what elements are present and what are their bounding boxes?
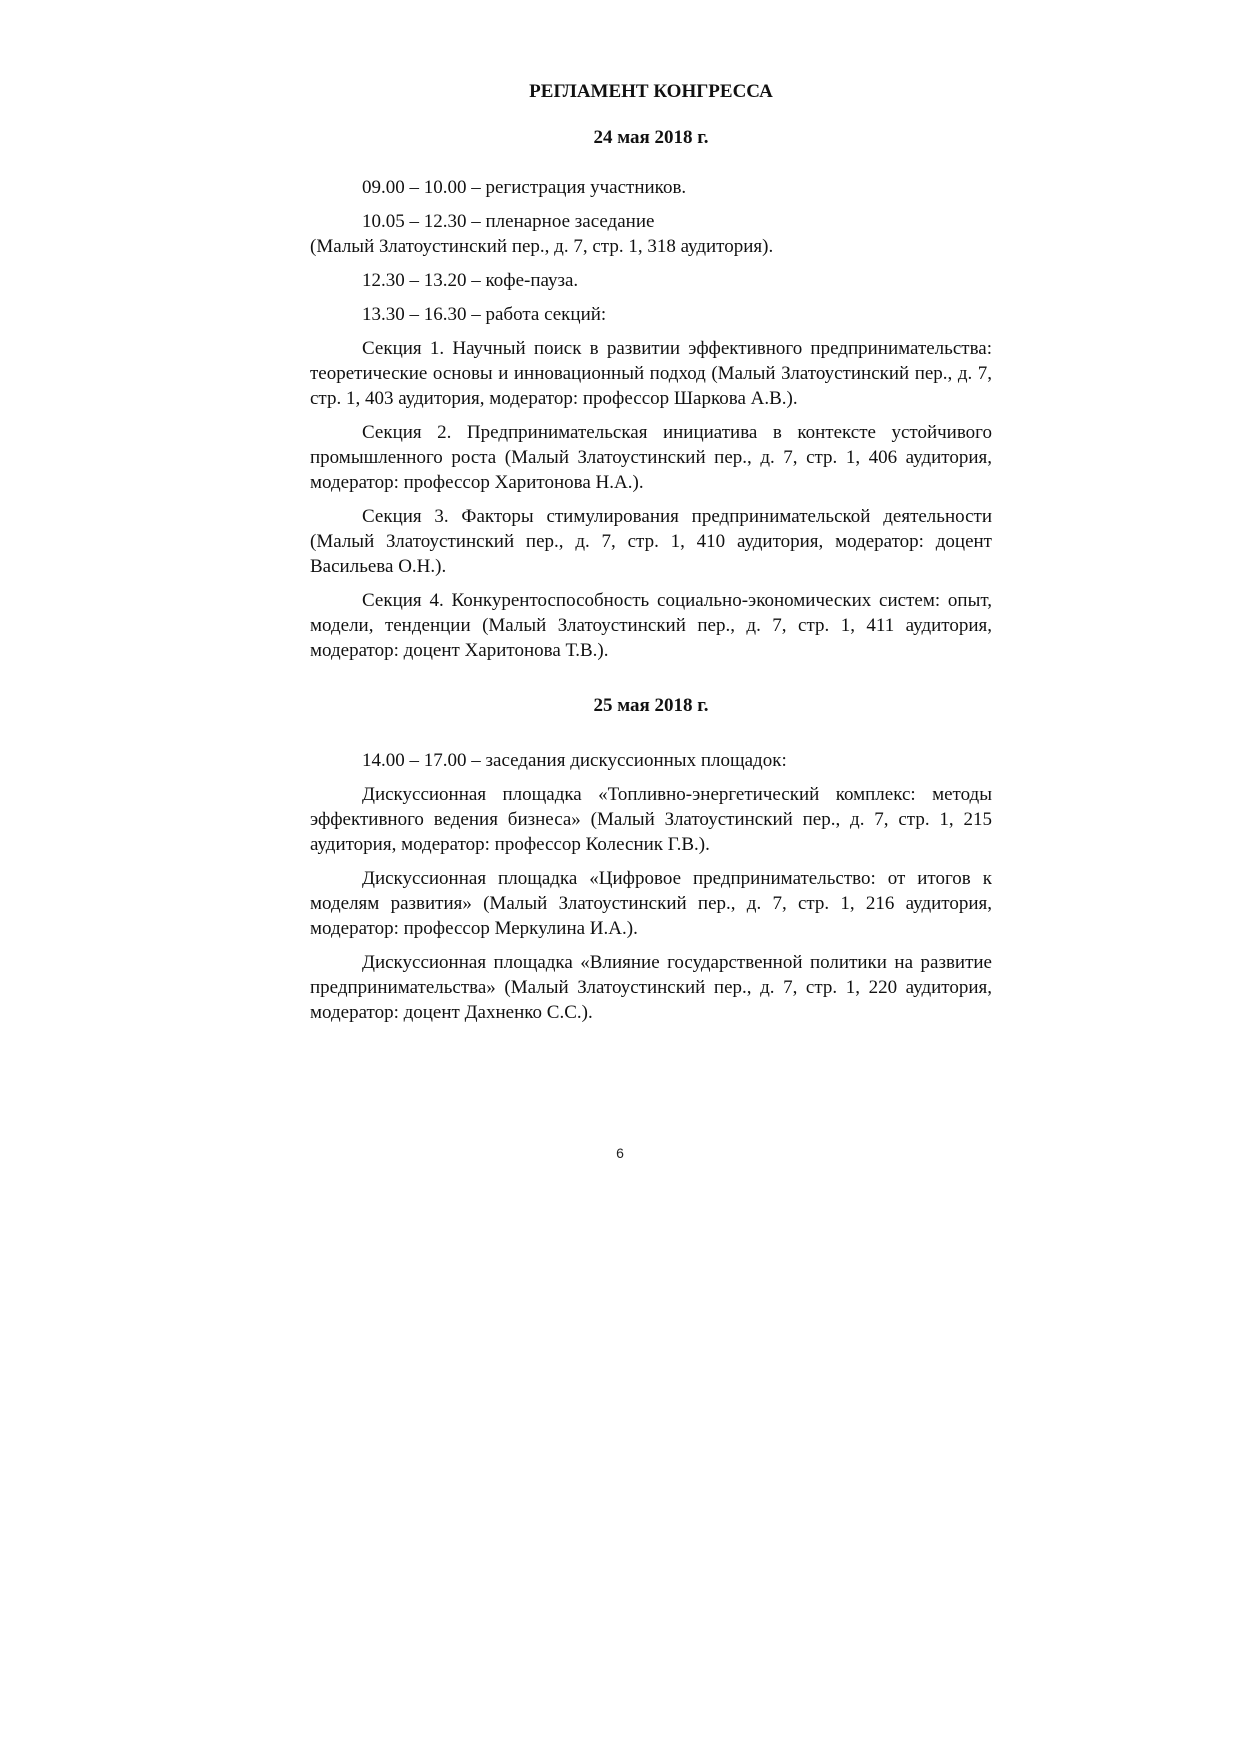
schedule-registration: 09.00 – 10.00 – регистрация участников. — [362, 177, 687, 198]
schedule-coffee-break: 12.30 – 13.20 – кофе-пауза. — [362, 270, 579, 291]
schedule-plenary — [310, 209, 992, 259]
document-page — [310, 80, 992, 1034]
discussion-platform-3: Дискуссионная площадка «Влияние государственной политики на развитие предпринимательства» (Малый Златоустинский пер., д. 7, стр. 1, 220 аудитория, модератор: доцент Дахненко С.С.). — [310, 952, 992, 1023]
document-title: РЕГЛАМЕНТ КОНГРЕССА — [529, 81, 773, 102]
discussion-platform-1: Дискуссионная площадка «Топливно-энергетический комплекс: методы эффективного ведения бизнеса» (Малый Златоустинский пер., д. 7, стр. 1, 215 аудитория, модератор: профессор Колесник Г.В.). — [310, 784, 992, 855]
schedule-discussions-intro: 14.00 – 17.00 – заседания дискуссионных площадок: — [362, 750, 787, 771]
section-3: Секция 3. Факторы стимулирования предпринимательской деятельности (Малый Златоустинский пер., д. 7, стр. 1, 410 аудитория, модератор: доцент Васильева О.Н.). — [310, 506, 992, 577]
section-4: Секция 4. Конкурентоспособность социально-экономических систем: опыт, модели, тенденции (Малый Златоустинский пер., д. 7, стр. 1, 411 аудитория, модератор: доцент Харитонова Т.В.). — [310, 590, 992, 661]
day2-date: 25 мая 2018 г. — [593, 695, 709, 716]
schedule-sections-intro: 13.30 – 16.30 – работа секций: — [362, 304, 607, 325]
day1-date: 24 мая 2018 г. — [593, 127, 709, 148]
section-2: Секция 2. Предпринимательская инициатива в контексте устойчивого промышленного роста (Малый Златоустинский пер., д. 7, стр. 1, 406 аудитория, модератор: профессор Харитонова Н.А.). — [310, 422, 992, 493]
page-number: 6 — [616, 1145, 624, 1161]
schedule-plenary-location: (Малый Златоустинский пер., д. 7, стр. 1, 318 аудитория). — [310, 236, 774, 257]
section-1: Секция 1. Научный поиск в развитии эффективного предпринимательства: теоретические основы и инновационный подход (Малый Златоустинский пер., д. 7, стр. 1, 403 аудитория, модератор: профессор Шаркова А.В.). — [310, 338, 992, 409]
schedule-plenary-time: 10.05 – 12.30 – пленарное заседание — [362, 211, 655, 232]
discussion-platform-2: Дискуссионная площадка «Цифровое предпринимательство: от итогов к моделям развития» (Малый Златоустинский пер., д. 7, стр. 1, 216 аудитория, модератор: профессор Меркулина И.А.). — [310, 868, 992, 939]
